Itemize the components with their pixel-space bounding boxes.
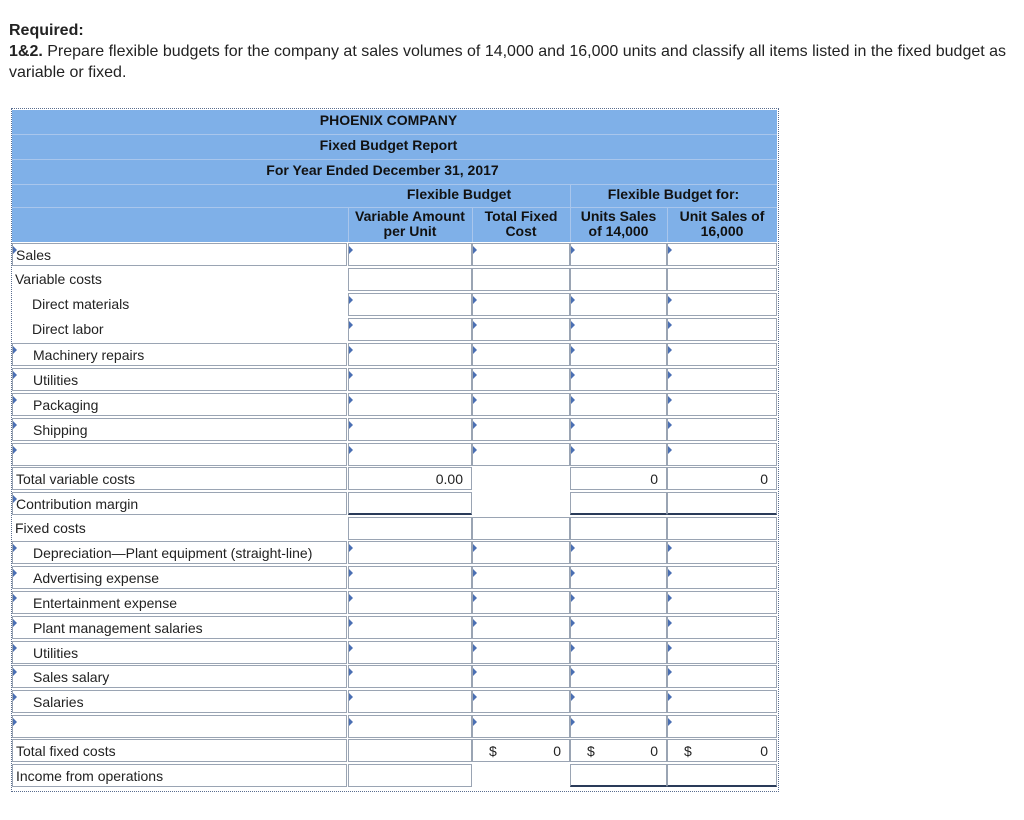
- table-row: [12, 243, 777, 268]
- table-row: [12, 418, 777, 443]
- row-label-income-from-operations: Income from operations: [12, 764, 347, 787]
- input-variable-per-unit[interactable]: [348, 616, 472, 639]
- table-row: [12, 616, 777, 641]
- table-row: [12, 641, 777, 666]
- row-label-blank[interactable]: [12, 715, 347, 738]
- input-variable-per-unit[interactable]: [348, 715, 472, 738]
- input-14k[interactable]: [570, 443, 667, 466]
- input-variable-per-unit[interactable]: [348, 418, 472, 441]
- input-14k[interactable]: [570, 318, 667, 341]
- table-row: [12, 393, 777, 418]
- input-16k[interactable]: [667, 566, 777, 589]
- input-fixed-cost[interactable]: [472, 368, 570, 391]
- input-16k[interactable]: [667, 641, 777, 664]
- input-variable-per-unit[interactable]: [348, 492, 472, 515]
- input-16k[interactable]: [667, 243, 777, 266]
- input-fixed-cost[interactable]: [472, 443, 570, 466]
- header-divider: [667, 207, 668, 242]
- table-row: [12, 764, 777, 789]
- input-14k[interactable]: [570, 616, 667, 639]
- input-16k[interactable]: [667, 293, 777, 316]
- table-row: [12, 293, 777, 318]
- instruction-body: Prepare flexible budgets for the company at sales volumes of 14,000 and 16,000 units and classify all items listed in the fixed budget as variable or fixed.: [9, 43, 1007, 81]
- row-label-direct-materials: Direct materials: [32, 296, 130, 312]
- row-label-contribution-margin[interactable]: Contribution margin: [12, 492, 347, 515]
- header-divider: [12, 134, 777, 135]
- company-name: PHOENIX COMPANY: [319, 112, 458, 128]
- dollar-sign: $: [489, 743, 497, 759]
- row-label-variable-costs: Variable costs: [15, 271, 102, 287]
- input-variable-per-unit[interactable]: [348, 368, 472, 391]
- blank-cell: [348, 517, 472, 540]
- table-row: [12, 591, 777, 616]
- row-label-fixed-costs: Fixed costs: [15, 520, 86, 536]
- table-row: [12, 467, 777, 492]
- input-fixed-cost[interactable]: [472, 293, 570, 316]
- blank-cell: [472, 517, 570, 540]
- input-16k[interactable]: [667, 443, 777, 466]
- input-16k[interactable]: [667, 418, 777, 441]
- instruction-number: 1&2.: [9, 43, 43, 60]
- input-variable-per-unit[interactable]: [348, 293, 472, 316]
- table-row: [12, 739, 777, 764]
- input-fixed-cost[interactable]: [472, 541, 570, 564]
- row-label-advertising[interactable]: Advertising expense: [12, 566, 347, 589]
- header-divider: [348, 207, 349, 242]
- table-row: [12, 665, 777, 690]
- blank-cell: [667, 268, 777, 291]
- total-variable-14k: 0: [570, 467, 667, 490]
- blank-cell: [472, 467, 570, 490]
- input-16k[interactable]: [667, 318, 777, 341]
- total-fixed-fixed: $ 0: [472, 739, 570, 762]
- input-14k[interactable]: [570, 541, 667, 564]
- input-16k[interactable]: [667, 393, 777, 416]
- table-row: [12, 715, 777, 740]
- input-14k[interactable]: [570, 293, 667, 316]
- row-label-machinery-repairs[interactable]: Machinery repairs: [12, 343, 347, 366]
- row-label-plant-management-salaries[interactable]: Plant management salaries: [12, 616, 347, 639]
- table-row: [12, 343, 777, 368]
- input-16k[interactable]: [667, 591, 777, 614]
- input-16k[interactable]: [667, 492, 777, 515]
- input-16k[interactable]: [667, 690, 777, 713]
- blank-cell: [472, 764, 570, 787]
- blank-cell: [348, 764, 472, 787]
- input-variable-per-unit[interactable]: [348, 665, 472, 688]
- report-header: [12, 110, 777, 242]
- input-fixed-cost[interactable]: [472, 641, 570, 664]
- table-row: [12, 368, 777, 393]
- input-14k[interactable]: [570, 418, 667, 441]
- input-16k[interactable]: [667, 616, 777, 639]
- row-label-packaging[interactable]: Packaging: [12, 393, 347, 416]
- row-label-sales[interactable]: Sales: [12, 243, 347, 266]
- header-divider: [472, 207, 473, 242]
- blank-cell: [570, 268, 667, 291]
- total-fixed-14k: $ 0: [570, 739, 667, 762]
- input-14k[interactable]: [570, 566, 667, 589]
- input-variable-per-unit[interactable]: [348, 243, 472, 266]
- input-14k[interactable]: [570, 715, 667, 738]
- instruction-text: [9, 41, 1014, 83]
- total-fixed-16k: $ 0: [667, 739, 777, 762]
- blank-cell: [570, 517, 667, 540]
- table-row: [12, 517, 777, 542]
- input-fixed-cost[interactable]: [472, 418, 570, 441]
- row-label-shipping[interactable]: Shipping: [12, 418, 347, 441]
- header-divider: [12, 207, 777, 208]
- input-variable-per-unit[interactable]: [348, 541, 472, 564]
- row-label-direct-labor: Direct labor: [32, 321, 104, 337]
- input-16k[interactable]: [667, 764, 777, 787]
- table-row: [12, 541, 777, 566]
- input-variable-per-unit[interactable]: [348, 641, 472, 664]
- input-fixed-cost[interactable]: [472, 715, 570, 738]
- input-fixed-cost[interactable]: [472, 690, 570, 713]
- row-label-utilities-fixed[interactable]: Utilities: [12, 641, 347, 664]
- row-label-total-fixed-costs: Total fixed costs: [12, 739, 347, 762]
- report-period: For Year Ended December 31, 2017: [266, 162, 499, 178]
- dollar-sign: $: [684, 743, 692, 759]
- input-16k[interactable]: [667, 665, 777, 688]
- input-variable-per-unit[interactable]: [348, 566, 472, 589]
- col-16k-header: Unit Sales of 16,000: [679, 208, 765, 239]
- input-fixed-cost[interactable]: [472, 566, 570, 589]
- input-14k[interactable]: [570, 393, 667, 416]
- row-label-utilities[interactable]: Utilities: [12, 368, 347, 391]
- input-14k[interactable]: [570, 764, 667, 787]
- header-divider: [12, 159, 777, 160]
- flexible-budget-for-group: Flexible Budget for:: [607, 186, 740, 202]
- table-row: [12, 443, 777, 468]
- total-variable-16k: 0: [667, 467, 777, 490]
- input-14k[interactable]: [570, 343, 667, 366]
- row-label-sales-salary[interactable]: Sales salary: [12, 665, 347, 688]
- table-row: [12, 492, 777, 517]
- input-14k[interactable]: [570, 368, 667, 391]
- input-variable-per-unit[interactable]: [348, 591, 472, 614]
- input-14k[interactable]: [570, 690, 667, 713]
- col-variable-header: Variable Amount per Unit: [355, 208, 465, 239]
- blank-cell: [472, 268, 570, 291]
- input-fixed-cost[interactable]: [472, 591, 570, 614]
- col-fixed-header: Total Fixed Cost: [484, 208, 558, 239]
- total-variable-per-unit: 0.00: [348, 467, 472, 490]
- input-14k[interactable]: [570, 243, 667, 266]
- input-14k[interactable]: [570, 665, 667, 688]
- input-variable-per-unit[interactable]: [348, 343, 472, 366]
- input-16k[interactable]: [667, 368, 777, 391]
- input-fixed-cost[interactable]: [472, 665, 570, 688]
- row-label-salaries[interactable]: Salaries: [12, 690, 347, 713]
- input-14k[interactable]: [570, 492, 667, 515]
- required-label: Required:: [9, 22, 84, 39]
- blank-cell: [348, 739, 472, 762]
- table-row: [12, 318, 777, 343]
- blank-cell: [667, 517, 777, 540]
- input-16k[interactable]: [667, 343, 777, 366]
- input-14k[interactable]: [570, 591, 667, 614]
- header-divider: [12, 184, 777, 185]
- input-fixed-cost[interactable]: [472, 393, 570, 416]
- input-variable-per-unit[interactable]: [348, 393, 472, 416]
- row-label-depreciation[interactable]: Depreciation—Plant equipment (straight-line): [12, 541, 347, 564]
- input-fixed-cost[interactable]: [472, 318, 570, 341]
- report-title: Fixed Budget Report: [319, 137, 458, 153]
- input-fixed-cost[interactable]: [472, 243, 570, 266]
- header-divider: [570, 184, 571, 242]
- input-16k[interactable]: [667, 715, 777, 738]
- row-label-total-variable-costs: Total variable costs: [12, 467, 347, 490]
- blank-cell: [472, 492, 570, 515]
- instructions: [9, 2, 1014, 83]
- input-fixed-cost[interactable]: [472, 343, 570, 366]
- input-16k[interactable]: [667, 541, 777, 564]
- flexible-budget-group: Flexible Budget: [406, 186, 512, 202]
- col-14k-header: Units Sales of 14,000: [580, 208, 657, 239]
- dollar-sign: $: [587, 743, 595, 759]
- input-14k[interactable]: [570, 641, 667, 664]
- row-label-entertainment[interactable]: Entertainment expense: [12, 591, 347, 614]
- blank-cell: [348, 268, 472, 291]
- input-variable-per-unit[interactable]: [348, 443, 472, 466]
- input-variable-per-unit[interactable]: [348, 318, 472, 341]
- input-fixed-cost[interactable]: [472, 616, 570, 639]
- input-variable-per-unit[interactable]: [348, 690, 472, 713]
- row-label-blank[interactable]: [12, 443, 347, 466]
- table-row: [12, 566, 777, 591]
- table-row: [12, 268, 777, 293]
- table-row: [12, 690, 777, 715]
